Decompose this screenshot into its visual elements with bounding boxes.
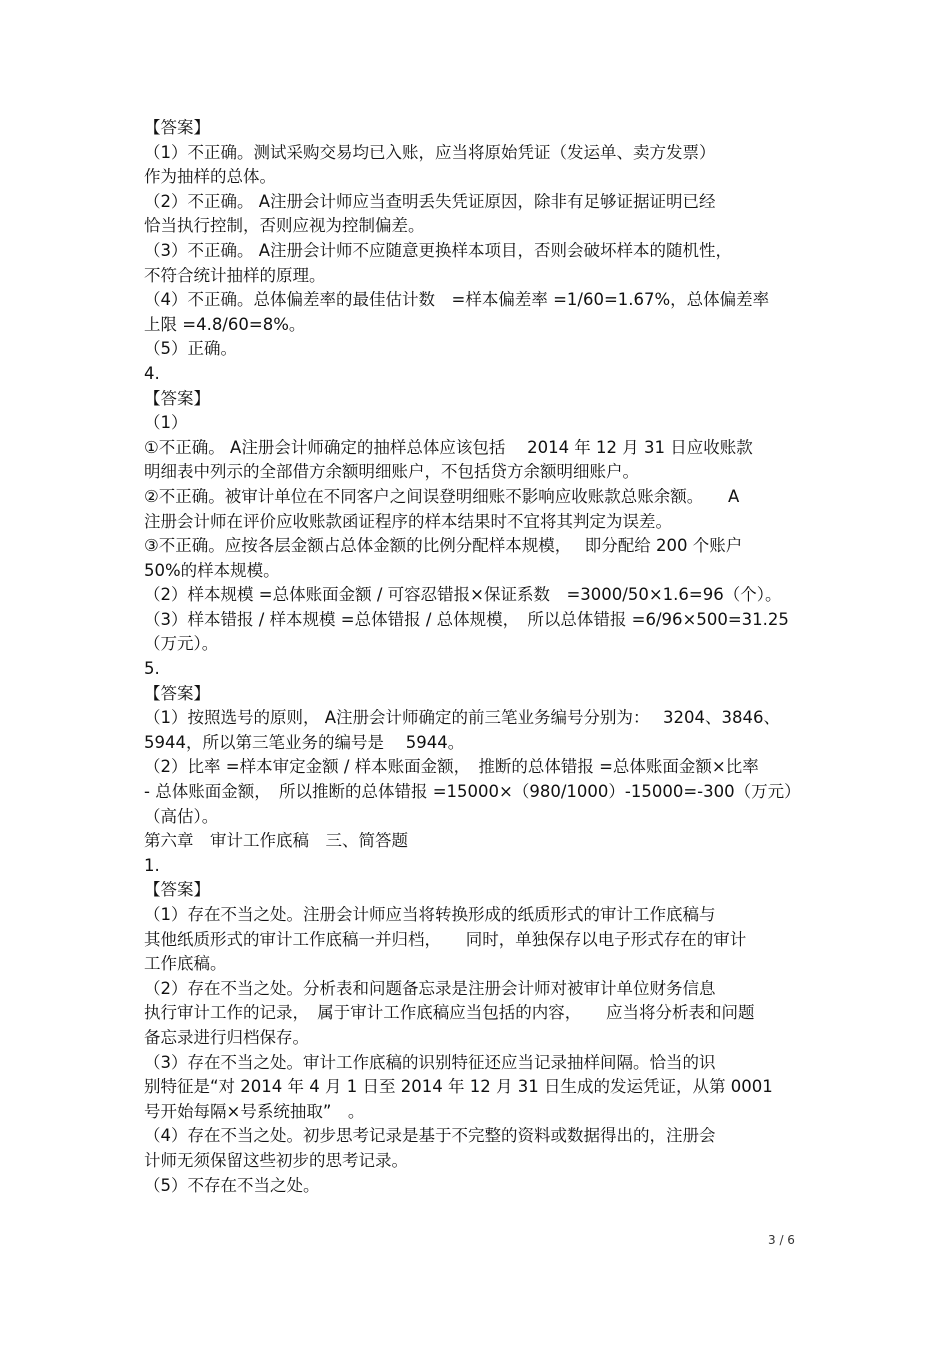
answer-text-body [144, 116, 814, 1198]
text-line: 作为抽样的总体。 [144, 167, 276, 187]
text-line: 【答案】 [144, 683, 210, 703]
text-line: （2）比率 =样本审定金额 / 样本账面金额， 推断的总体错报 =总体账面金额×比率 [144, 757, 759, 777]
text-line: （3）不正确。 A注册会计师不应随意更换样本项目，否则会破坏样本的随机性， [144, 240, 733, 260]
text-line: 4. [144, 363, 160, 383]
text-line: （4）不正确。总体偏差率的最佳估计数 =样本偏差率 =1/60=1.67%，总体偏差率 [144, 290, 770, 310]
text-line: 计师无须保留这些初步的思考记录。 [144, 1150, 408, 1170]
text-line: （5）正确。 [144, 339, 237, 359]
text-line: （2）不正确。 A注册会计师应当查明丢失凭证原因，除非有足够证据证明已经 [144, 191, 716, 211]
text-line: 【答案】 [144, 118, 210, 137]
page-number: 3 / 6 [768, 1233, 795, 1247]
text-line: 工作底稿。 [144, 954, 227, 974]
text-line: 不符合统计抽样的原理。 [144, 265, 326, 285]
text-line: （5）不存在不当之处。 [144, 1175, 320, 1195]
text-line: 注册会计师在评价应收账款函证程序的样本结果时不宜将其判定为误差。 [144, 511, 672, 531]
text-line: 号开始每隔×号系统抽取” 。 [144, 1101, 365, 1121]
text-line: 其他纸质形式的审计工作底稿一并归档， 同时，单独保存以电子形式存在的审计 [144, 929, 747, 949]
text-line: （2）样本规模 =总体账面金额 / 可容忍错报×保证系数 =3000/50×1.6=96（个）。 [144, 585, 782, 605]
text-line: ②不正确。被审计单位在不同客户之间误登明细账不影响应收账款总账余额。 A [144, 486, 740, 506]
text-line: 上限 =4.8/60=8%。 [144, 314, 306, 334]
text-line: （1） [144, 413, 188, 433]
text-line: （2）存在不当之处。分析表和问题备忘录是注册会计师对被审计单位财务信息 [144, 978, 716, 998]
text-line: 备忘录进行归档保存。 [144, 1027, 309, 1047]
text-line: 明细表中列示的全部借方余额明细账户，不包括贷方余额明细账户。 [144, 462, 639, 482]
text-line: - 总体账面金额， 所以推断的总体错报 =15000×（980/1000）-15000=-300（万元） [144, 782, 801, 802]
text-line: ③不正确。应按各层金额占总体金额的比例分配样本规模， 即分配给 200 个账户 [144, 536, 743, 556]
text-line: （3）样本错报 / 样本规模 =总体错报 / 总体规模， 所以总体错报 =6/96×500=31.25 [144, 609, 789, 629]
text-line: 5. [144, 659, 160, 679]
text-line: （1）存在不当之处。注册会计师应当将转换形成的纸质形式的审计工作底稿与 [144, 905, 716, 924]
text-line: 恰当执行控制，否则应视为控制偏差。 [144, 216, 425, 236]
text-line: 第六章 审计工作底稿 三、简答题 [144, 831, 408, 851]
text-line: （万元）。 [144, 634, 219, 654]
text-line: ①不正确。 A注册会计师确定的抽样总体应该包括 2014 年 12 月 31 日应收账款 [144, 437, 753, 457]
text-line: 50%的样本规模。 [144, 560, 280, 580]
text-line: 别特征是“对 2014 年 4 月 1 日至 2014 年 12 月 31 日生成的发运凭证，从第 0001 [144, 1077, 773, 1097]
text-line: （4）存在不当之处。初步思考记录是基于不完整的资料或数据得出的，注册会 [144, 1126, 716, 1146]
text-line: 【答案】 [144, 880, 210, 900]
text-line: （高估）。 [144, 806, 219, 826]
text-line: 5944，所以第三笔业务的编号是 5944。 [144, 732, 465, 752]
text-line: 执行审计工作的记录， 属于审计工作底稿应当包括的内容， 应当将分析表和问题 [144, 1003, 755, 1023]
text-line: （1）不正确。测试采购交易均已入账，应当将原始凭证（发运单、卖方发票） [144, 142, 716, 162]
text-line: 【答案】 [144, 388, 210, 408]
text-line: （1）按照选号的原则， A注册会计师确定的前三笔业务编号分别为： 3204、3846、 [144, 708, 781, 728]
text-line: （3）存在不当之处。审计工作底稿的识别特征还应当记录抽样间隔。恰当的识 [144, 1052, 716, 1072]
text-line: 1. [144, 855, 160, 875]
